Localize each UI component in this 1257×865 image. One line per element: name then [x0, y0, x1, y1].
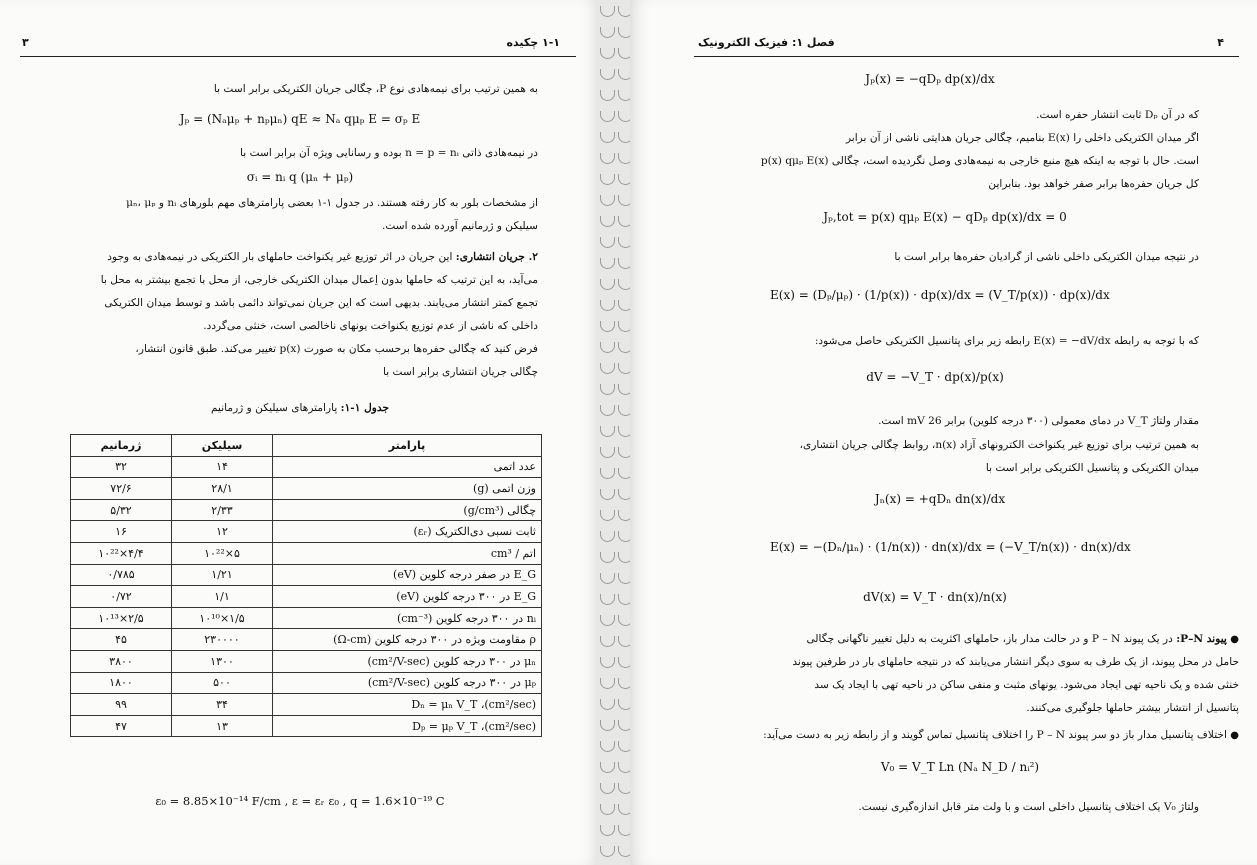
- table-row: [71, 564, 542, 586]
- paragraph: می‌آید، به این ترتیب که حاملها بدون اِعمال میدان الکتریکی خارجی، از محل با تجمع بیشتر به محل با: [100, 274, 538, 286]
- binding-ring: [600, 657, 615, 668]
- page-number: ۴: [1217, 36, 1224, 49]
- bullet-paragraph: [649, 628, 1239, 651]
- table-row: [71, 521, 542, 543]
- binding-ring: [600, 279, 615, 290]
- cell-silicon: ۳۴: [172, 694, 273, 716]
- binding-ring: [600, 174, 615, 185]
- table-row: [71, 715, 542, 737]
- binding-ring: [600, 762, 615, 773]
- paragraph: p(x) qμₚ E(x) است. حال با توجه به اینکه هیچ منبع خارجی به نیمه‌هادی وصل نگردیده است، چگالی: [760, 155, 1199, 167]
- paragraph: میدان الکتریکی و پتانسیل الکتریکی برابر است با: [985, 462, 1199, 474]
- equation: Jₚ = (Nₐμₚ + nₚμₙ) qE ≈ Nₐ qμₚ E = σₚ E: [179, 112, 421, 126]
- binding-ring: [600, 48, 615, 59]
- cell-parameter: ρ مقاومت ویژه در ۳۰۰ درجه کلوین (Ω-cm): [273, 629, 542, 651]
- paragraph: که با توجه به رابطه E(x) = −dV/dx رابطه زیر برای پتانسیل الکتریکی حاصل می‌شود:: [814, 335, 1199, 347]
- table-caption-text: پارامترهای سیلیکن و ژرمانیم: [210, 402, 338, 414]
- parameters-table: [70, 434, 542, 737]
- equation: Jₙ(x) = +qDₙ dn(x)/dx: [874, 492, 1006, 506]
- binding-ring: [600, 573, 615, 584]
- cell-parameter: عدد اتمی: [273, 456, 542, 478]
- binding-ring: [600, 27, 615, 38]
- table-row: [71, 586, 542, 608]
- bullet-text: اختلاف پتانسیل مدار باز دو سر پیوند P – N را اختلاف پتانسیل تماس گویند و از رابطه زیر به دست می‌آید:: [763, 729, 1227, 741]
- cell-parameter: ثابت نسبی دی‌الکتریک (εᵣ): [273, 521, 542, 543]
- cell-silicon: ۱/۱: [172, 586, 273, 608]
- cell-parameter: μₚ در ۳۰۰ درجه کلوین (cm²/V-sec): [273, 672, 542, 694]
- table-row: [71, 672, 542, 694]
- paragraph: به همین ترتیب برای نیمه‌هادی نوع P، چگالی جریان الکتریکی برابر است با: [213, 83, 538, 95]
- cell-germanium: ۵/۳۲: [71, 499, 172, 521]
- binding-ring: [600, 447, 615, 458]
- cell-parameter: μₙ در ۳۰۰ درجه کلوین (cm²/V-sec): [273, 650, 542, 672]
- bullet-dot: ●: [1230, 634, 1239, 645]
- bullet-dot: ●: [1230, 730, 1239, 741]
- cell-germanium: ۷۲/۶: [71, 478, 172, 500]
- cell-silicon: ۲۳۰۰۰۰: [172, 629, 273, 651]
- paragraph: کل جریان حفره‌ها برابر صفر خواهد بود. بنابراین: [988, 178, 1199, 190]
- paragraph: حامل در محل پیوند، از یک طرف به سوی دیگر انتشار می‌یابند که در نتیجه حاملهای بار در طرفین پیوند: [792, 656, 1239, 668]
- paragraph: سیلیکن و ژرمانیم آورده شده است.: [382, 220, 538, 232]
- binding-ring: [600, 720, 615, 731]
- header-rule: [694, 56, 1239, 57]
- equation: V₀ = V_T Ln (Nₐ N_D / nᵢ²): [880, 760, 1040, 774]
- cell-silicon: ۱۲: [172, 521, 273, 543]
- binding-ring: [600, 69, 615, 80]
- cell-parameter: nᵢ در ۳۰۰ درجه کلوین (cm⁻³): [273, 607, 542, 629]
- paragraph: اگر میدان الکتریکی داخلی را E(x) بنامیم، چگالی جریان هدایتی ناشی از آن برابر: [845, 132, 1199, 144]
- paragraph: خنثی شده و یک ناحیه تهی ایجاد می‌شود. یونهای مثبت و منفی ساکن در ناحیه تهی با ایجاد یک سد: [814, 679, 1239, 691]
- cell-germanium: ۳۲: [71, 456, 172, 478]
- binding-ring: [600, 111, 615, 122]
- equation: Jₚ,tot = p(x) qμₚ E(x) − qDₚ dp(x)/dx = 0: [823, 210, 1067, 224]
- cell-silicon: ۱/۲۱: [172, 564, 273, 586]
- paragraph: در نیمه‌هادی ذاتی n = p = nᵢ بوده و رسانایی ویژه آن برابر است با: [240, 147, 538, 159]
- table-row: [71, 499, 542, 521]
- table-header-row: [71, 435, 542, 457]
- running-header: فصل ۱: فیزیک الکترونیک: [698, 36, 835, 49]
- cell-silicon: ۱۳: [172, 715, 273, 737]
- cell-parameter: E_G در صفر درجه کلوین (eV): [273, 564, 542, 586]
- binding-ring: [600, 6, 615, 17]
- equation: σᵢ = nᵢ q (μₙ + μₚ): [246, 170, 354, 184]
- cell-silicon: ۲/۳۳: [172, 499, 273, 521]
- table-row: [71, 694, 542, 716]
- page-number: ۳: [22, 36, 29, 49]
- cell-silicon: ۵۰۰: [172, 672, 273, 694]
- table-row: [71, 650, 542, 672]
- cell-germanium: ۱۸۰۰: [71, 672, 172, 694]
- binding-ring: [600, 615, 615, 626]
- cell-parameter: E_G در ۳۰۰ درجه کلوین (eV): [273, 586, 542, 608]
- paragraph: پتانسیل از انتشار بیشتر حاملها جلوگیری می‌کنند.: [1026, 702, 1239, 714]
- binding-ring: [600, 153, 615, 164]
- cell-parameter: Dₙ = μₙ V_T ،(cm²/sec): [273, 694, 542, 716]
- table-row: [71, 542, 542, 564]
- bullet-title: پیوند P–N:: [1176, 633, 1227, 645]
- binding-ring: [600, 468, 615, 479]
- paragraph: که در آن Dₚ ثابت انتشار حفره است.: [1036, 109, 1199, 121]
- binding-ring: [600, 552, 615, 563]
- table-row: [71, 478, 542, 500]
- cell-germanium: ۴۷: [71, 715, 172, 737]
- binding-ring: [600, 804, 615, 815]
- binding-ring: [600, 300, 615, 311]
- cell-silicon: ۱۳۰۰: [172, 650, 273, 672]
- bullet-paragraph: [649, 724, 1239, 747]
- table-caption-number: جدول ۱-۱:: [340, 402, 390, 414]
- paragraph: داخلی که ناشی از عدم توزیع یکنواخت یونهای ناخالصی است، خنثی می‌گردد.: [203, 320, 538, 332]
- table-footnote: ε₀ = 8.85×10⁻¹⁴ F/cm , ε = εᵣ ε₀ , q = 1.6×10⁻¹⁹ C: [155, 794, 445, 808]
- paragraph: چگالی جریان انتشاری برابر است با: [383, 366, 538, 378]
- cell-silicon: ۱۴: [172, 456, 273, 478]
- cell-germanium: ۴۵: [71, 629, 172, 651]
- binding-ring: [600, 531, 615, 542]
- equation: Jₚ(x) = −qDₚ dp(x)/dx: [865, 72, 995, 86]
- section-title: ۲. جریان انتشاری:: [455, 251, 538, 263]
- cell-germanium: ۳۸۰۰: [71, 650, 172, 672]
- table-row: [71, 607, 542, 629]
- binding-ring: [600, 405, 615, 416]
- cell-germanium: ۰/۷۸۵: [71, 564, 172, 586]
- paragraph: مقدار ولتاژ V_T در دمای معمولی (۳۰۰ درجه کلوین) برابر 26 mV است.: [878, 415, 1199, 427]
- equation: dV(x) = V_T · dn(x)/n(x): [863, 590, 1007, 604]
- column-header-germanium: ژرمانیم: [71, 435, 172, 457]
- binding-ring: [600, 678, 615, 689]
- cell-germanium: ۲/۵×۱۰¹³: [71, 607, 172, 629]
- binding-ring: [600, 258, 615, 269]
- table-row: [71, 629, 542, 651]
- paragraph: به همین ترتیب برای توزیع غیر یکنواخت الکترونهای آزاد n(x)، روابط چگالی جریان انتشاری،: [799, 439, 1199, 451]
- table-caption: [170, 397, 430, 420]
- section-text: این جریان در اثر توزیع غیر یکنواخت حاملهای بار الکتریکی در نیمه‌هادی به وجود: [107, 251, 453, 263]
- cell-germanium: ۹۹: [71, 694, 172, 716]
- binding-ring: [600, 216, 615, 227]
- binding-ring: [600, 90, 615, 101]
- equation: dV = −V_T · dp(x)/p(x): [866, 370, 1004, 384]
- binding-ring: [600, 384, 615, 395]
- column-header-silicon: سیلیکن: [172, 435, 273, 457]
- binding-ring: [600, 426, 615, 437]
- binding-ring: [600, 741, 615, 752]
- binding-ring: [600, 342, 615, 353]
- binding-ring: [600, 132, 615, 143]
- binding-ring: [600, 510, 615, 521]
- bullet-text: در یک پیوند P – N و در حالت مدار باز، حاملهای اکثریت به دلیل تغییر ناگهانی چگالی: [806, 633, 1173, 645]
- right-page: [630, 0, 1257, 865]
- cell-silicon: ۵×۱۰²²: [172, 542, 273, 564]
- binding-spine: [596, 0, 634, 865]
- paragraph: μₙ، μₚ و nᵢ از مشخصات بلور به کار رفته هستند. در جدول ۱-۱ بعضی پارامترهای مهم بلورهای: [126, 197, 538, 209]
- paragraph: تجمع کمتر انتشار می‌یابند. بدیهی است که این جریان نمی‌تواند دائمی باشد و توسط میدان الکتریکی: [104, 297, 538, 309]
- binding-ring: [600, 846, 615, 857]
- paragraph: در نتیجه میدان الکتریکی داخلی ناشی از گرادیان حفره‌ها برابر است با: [894, 251, 1199, 263]
- binding-ring: [600, 783, 615, 794]
- cell-parameter: Dₚ = μₚ V_T ،(cm²/sec): [273, 715, 542, 737]
- cell-parameter: چگالی (g/cm³): [273, 499, 542, 521]
- binding-ring: [600, 636, 615, 647]
- cell-parameter: وزن اتمی (g): [273, 478, 542, 500]
- cell-germanium: ۱۶: [71, 521, 172, 543]
- cell-germanium: ۰/۷۲: [71, 586, 172, 608]
- binding-ring: [600, 363, 615, 374]
- header-rule: [20, 56, 576, 57]
- equation: E(x) = (Dₚ/μₚ) · (1/p(x)) · dp(x)/dx = (V_T/p(x)) · dp(x)/dx: [770, 288, 1110, 302]
- column-header-parameter: پارامتر: [273, 435, 542, 457]
- table-row: [71, 456, 542, 478]
- cell-silicon: ۱/۵×۱۰¹⁰: [172, 607, 273, 629]
- cell-parameter: اتم / cm³: [273, 542, 542, 564]
- binding-ring: [600, 321, 615, 332]
- paragraph: فرض کنید که چگالی حفره‌ها برحسب مکان به صورت p(x) تغییر می‌کند. طبق قانون انتشار،: [135, 343, 538, 355]
- binding-ring: [600, 825, 615, 836]
- section-paragraph: [8, 246, 538, 269]
- binding-ring: [600, 594, 615, 605]
- left-page: [0, 0, 600, 865]
- binding-ring: [600, 237, 615, 248]
- binding-ring: [600, 699, 615, 710]
- cell-germanium: ۴/۴×۱۰²²: [71, 542, 172, 564]
- cell-silicon: ۲۸/۱: [172, 478, 273, 500]
- running-header: ۱-۱ چکیده: [506, 36, 560, 49]
- binding-ring: [600, 489, 615, 500]
- paragraph: ولتاژ V₀ یک اختلاف پتانسیل داخلی است و با ولت متر قابل اندازه‌گیری نیست.: [858, 801, 1199, 813]
- equation: E(x) = −(Dₙ/μₙ) · (1/n(x)) · dn(x)/dx = (−V_T/n(x)) · dn(x)/dx: [770, 540, 1131, 554]
- binding-ring: [600, 195, 615, 206]
